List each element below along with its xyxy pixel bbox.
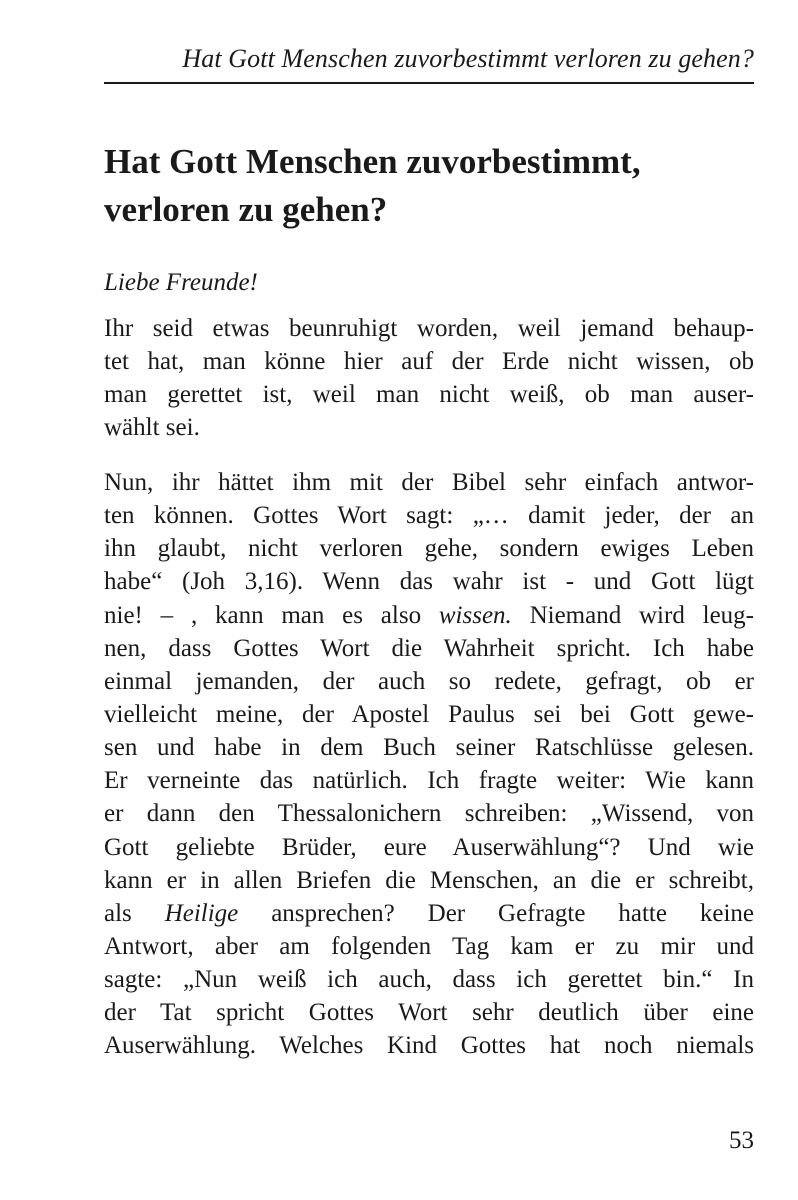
paragraph-2-line: ten können. Gottes Wort sagt: „… damit jeder, der an <box>104 502 754 530</box>
line-text: als <box>104 899 165 927</box>
emphasis-heilige: Heilige <box>164 899 239 927</box>
paragraph-2-line: Er verneinte das natürlich. Ich fragte weiter: Wie kann <box>104 767 754 795</box>
paragraph-2-line: sen und habe in dem Buch seiner Ratschlüsse gelesen. <box>104 734 754 762</box>
paragraph-2-line: kann er in allen Briefen die Menschen, an die er schreibt, <box>104 866 754 894</box>
chapter-title-line-2: verloren zu gehen? <box>104 190 388 229</box>
paragraph-2-line: der Tat spricht Gottes Wort sehr deutlich über eine <box>104 999 754 1027</box>
paragraph-2-line: Antwort, aber am folgenden Tag kam er zu mir und <box>104 932 754 960</box>
line-text: ansprechen? Der Gefragte hatte keine <box>238 899 754 927</box>
paragraph-2-line: sagte: „Nun weiß ich auch, dass ich gerettet bin.“ In <box>104 966 754 994</box>
paragraph-1-line: man gerettet ist, weil man nicht weiß, ob man auser- <box>104 381 754 408</box>
paragraph-2-line <box>104 599 754 632</box>
emphasis-wissen: wissen. <box>438 601 512 629</box>
paragraph-2-line: einmal jemanden, der auch so redete, gefragt, ob er <box>104 667 754 695</box>
header-rule <box>104 82 754 84</box>
running-head: Hat Gott Menschen zuvorbestimmt verloren zu gehen? <box>182 44 754 73</box>
paragraph-1-line: Ihr seid etwas beunruhigt worden, weil jemand behaup- <box>104 315 754 342</box>
paragraph-2-line: vielleicht meine, der Apostel Paulus sei bei Gott gewe- <box>104 700 754 728</box>
paragraph-2-line: nen, dass Gottes Wort die Wahrheit spricht. Ich habe <box>104 634 754 662</box>
paragraph-2-line: Nun, ihr hättet ihm mit der Bibel sehr einfach antwor- <box>104 469 754 496</box>
paragraph-2-line <box>104 897 754 930</box>
page-number: 53 <box>729 1127 754 1154</box>
chapter-title <box>104 138 754 234</box>
paragraph-2-line: ihn glaubt, nicht verloren gehe, sondern ewiges Leben <box>104 535 754 563</box>
paragraph-2-line: er dann den Thessalonichern schreiben: „Wissend, von <box>104 800 754 828</box>
paragraph-1-line: tet hat, man könne hier auf der Erde nicht wissen, ob <box>104 348 754 375</box>
paragraph-2-line: Auserwählung. Welches Kind Gottes hat noch niemals <box>104 1032 754 1060</box>
chapter-title-line-1: Hat Gott Menschen zuvorbestimmt, <box>104 142 641 181</box>
line-text: nie! – , kann man es also <box>104 601 439 629</box>
paragraph-2-line: Gott geliebte Brüder, eure Auserwählung“? Und wie <box>104 833 754 861</box>
salutation: Liebe Freunde! <box>104 269 258 296</box>
paragraph-2 <box>104 466 754 1063</box>
paragraph-2-line: habe“ (Joh 3,16). Wenn das wahr ist - und Gott lügt <box>104 568 754 596</box>
line-text: Niemand wird leug- <box>511 601 754 629</box>
paragraph-1-line: wählt sei. <box>104 414 200 441</box>
paragraph-1 <box>104 312 754 444</box>
